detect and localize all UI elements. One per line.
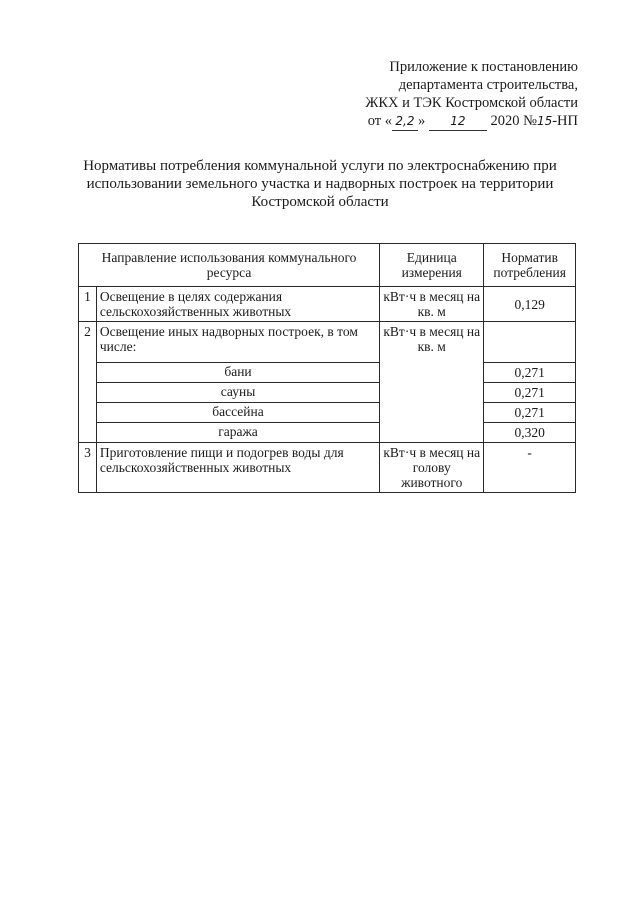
sub-row-label: бани [96,363,379,383]
appendix-date-line [278,112,578,131]
sub-row [79,423,576,443]
sub-row-label: гаража [96,423,379,443]
header-direction: Направление использования коммунального ресурса [79,244,380,287]
sub-row-label: сауны [96,383,379,403]
table-row [79,322,576,363]
title-line-3: Костромской области [251,194,389,210]
row-direction: Приготовление пищи и подогрев воды для сельскохозяйственных животных [96,443,379,493]
row-number: 2 [79,322,97,443]
sub-row [79,403,576,423]
table-row [79,287,576,322]
number-handwritten: 15 [536,114,553,128]
row-number: 3 [79,443,97,493]
row-direction: Освещение в целях содержания сельскохозяйственных животных [96,287,379,322]
date-mid: » [417,113,426,129]
header-unit: Единица измерения [380,244,484,287]
row-norm [484,322,576,363]
row-direction: Освещение иных надворных построек, в том числе: [96,322,379,363]
norms-table [78,243,576,493]
appendix-line-2: департамента строительства, [398,77,578,93]
row-unit: кВт·ч в месяц на кв. м [380,287,484,322]
appendix-line-1: Приложение к постановлению [389,59,578,75]
title-line-2: использовании земельного участка и надворных построек на территории [86,176,554,192]
year-part: 2020 № [490,113,537,129]
appendix-header [278,58,578,131]
sub-row-norm: 0,271 [484,363,576,383]
row-norm: - [484,443,576,493]
table-row [79,443,576,493]
day-handwritten: 2,2 [392,112,418,131]
date-prefix: от « [367,113,392,129]
sub-row-norm: 0,271 [484,403,576,423]
header-norm: Норматив потребления [484,244,576,287]
row-number: 1 [79,287,97,322]
document-title [60,157,580,211]
row-unit: кВт·ч в месяц на голову животного [380,443,484,493]
appendix-line-3: ЖКХ и ТЭК Костромской области [365,95,578,111]
row-unit: кВт·ч в месяц на кв. м [380,322,484,443]
title-line-1: Нормативы потребления коммунальной услуги по электроснабжению при [83,158,557,174]
number-suffix: -НП [552,113,578,129]
table-header-row [79,244,576,287]
sub-row-label: бассейна [96,403,379,423]
sub-row [79,383,576,403]
row-norm: 0,129 [484,287,576,322]
month-handwritten: 12 [429,112,487,131]
sub-row-norm: 0,320 [484,423,576,443]
sub-row [79,363,576,383]
sub-row-norm: 0,271 [484,383,576,403]
